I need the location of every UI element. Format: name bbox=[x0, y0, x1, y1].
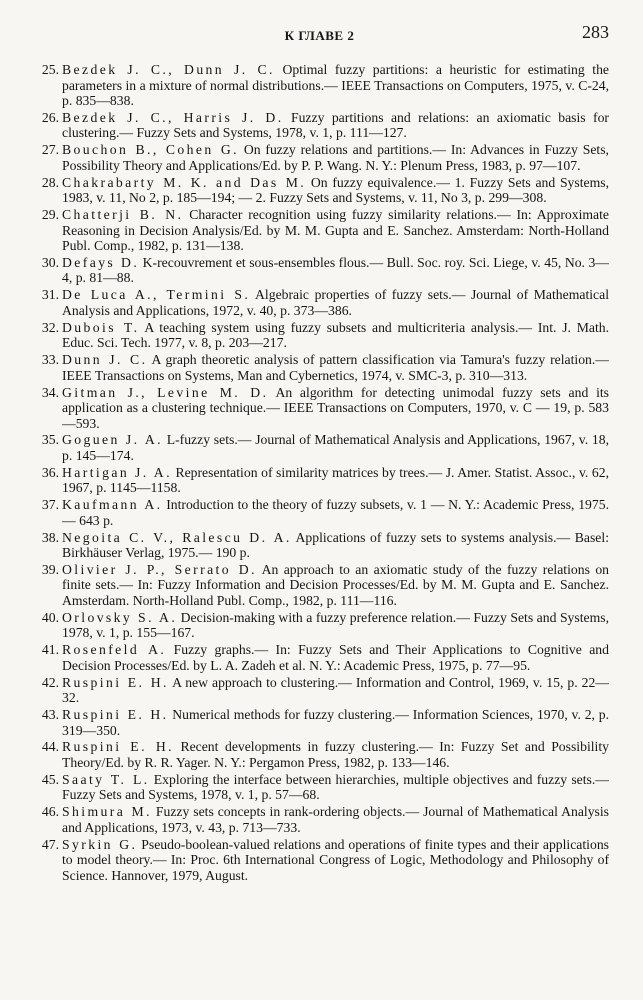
reference-authors: Kaufmann A. bbox=[62, 497, 163, 513]
reference-authors: Bouchon B., Cohen G. bbox=[62, 142, 239, 158]
reference-entry bbox=[30, 739, 609, 770]
reference-text: Decision-making with a fuzzy preference relation.— Fuzzy Sets and Systems, 1978, v. 1, p. 155—167. bbox=[62, 609, 610, 641]
reference-number: 42. bbox=[41, 674, 59, 690]
reference-number: 25. bbox=[41, 62, 59, 77]
reference-list bbox=[30, 62, 609, 883]
reference-number: 35. bbox=[41, 432, 59, 448]
reference-text: K-recouvrement et sous-ensembles flous.— Bull. Soc. roy. Sci. Liege, v. 45, No. 3—4, p. 81—88. bbox=[62, 254, 609, 286]
reference-text: Exploring the interface between hierarchies, multiple objectives and fuzzy sets.— Fuzzy Sets and Systems, 1978, v. 1, p. 57—68. bbox=[62, 771, 609, 803]
reference-text: Algebraic properties of fuzzy sets.— Journal of Mathematical Analysis and Applications, 1972, v. 40, p. 373—386. bbox=[62, 287, 610, 318]
reference-entry bbox=[30, 255, 609, 286]
reference-authors: Dunn J. C. bbox=[62, 352, 148, 368]
reference-text: On fuzzy relations and partitions.— In: Advances in Fuzzy Sets, Possibility Theory and Applications/Ed. by P. P. Wang. N. Y.: Plenum Press, 1983, p. 97—107. bbox=[62, 142, 609, 173]
reference-authors: Orlovsky S. A. bbox=[62, 609, 178, 625]
reference-text: Pseudo-boolean-valued relations and operations of finite types and their applications to model theory.— In: Proc. 6th International Congress of Logic, Methodology and Philosophy of Science. Hannover, 1979, August. bbox=[62, 836, 610, 883]
reference-number: 47. bbox=[41, 836, 59, 852]
reference-authors: Ruspini E. H. bbox=[62, 674, 169, 690]
reference-number: 29. bbox=[41, 207, 59, 223]
reference-entry bbox=[30, 207, 609, 254]
reference-text: Recent developments in fuzzy clustering.— In: Fuzzy Set and Possibility Theory/Ed. by R. R. Yager. N. Y.: Pergamon Press, 1982, p. 133—146. bbox=[62, 739, 609, 770]
reference-entry bbox=[30, 320, 609, 351]
reference-text: Applications of fuzzy sets to systems analysis.— Basel: Birkhäuser Verlag, 1975.— 190 p. bbox=[62, 529, 609, 561]
reference-text: A new approach to clustering.— Information and Control, 1969, v. 15, p. 22—32. bbox=[62, 674, 609, 706]
reference-entry bbox=[30, 642, 609, 673]
reference-text: A teaching system using fuzzy subsets and multicriteria analysis.— Int. J. Math. Educ. Sci. Tech. 1977, v. 8, p. 203—217. bbox=[62, 319, 610, 351]
reference-entry bbox=[30, 175, 609, 206]
reference-entry bbox=[30, 110, 609, 141]
reference-text: Fuzzy sets concepts in rank-ordering objects.— Journal of Mathematical Analysis and Applications, 1973, v. 43, p. 713—733. bbox=[62, 804, 609, 835]
reference-authors: Chakrabarty M. K. and Das M. bbox=[62, 174, 307, 190]
reference-number: 43. bbox=[41, 707, 59, 723]
reference-text: Introduction to the theory of fuzzy subsets, v. 1 — N. Y.: Academic Press, 1975.— 643 p. bbox=[62, 497, 609, 528]
reference-number: 41. bbox=[41, 642, 59, 658]
reference-authors: Negoita C. V., Ralescu D. A. bbox=[62, 529, 292, 545]
reference-authors: Bezdek J. C., Dunn J. C. bbox=[62, 62, 275, 77]
reference-entry bbox=[30, 837, 609, 884]
reference-number: 34. bbox=[41, 384, 59, 400]
reference-number: 39. bbox=[41, 561, 59, 577]
reference-entry bbox=[30, 772, 609, 803]
reference-authors: Ruspini E. H. bbox=[62, 707, 169, 723]
reference-text: Optimal fuzzy partitions: a heuristic for estimating the parameters in a mixture of normal distributions.— IEEE Transactions on Computers, 1975, v. C-24, p. 835—838. bbox=[62, 62, 610, 108]
reference-number: 44. bbox=[41, 739, 59, 755]
reference-entry bbox=[30, 530, 609, 561]
reference-number: 32. bbox=[41, 319, 59, 335]
reference-number: 31. bbox=[41, 287, 59, 303]
reference-entry bbox=[30, 465, 609, 496]
chapter-heading: К ГЛАВЕ 2 bbox=[284, 28, 355, 43]
reference-authors: Rosenfeld A. bbox=[62, 642, 167, 658]
reference-number: 40. bbox=[41, 609, 59, 625]
reference-number: 36. bbox=[41, 464, 59, 480]
reference-authors: Chatterji B. N. bbox=[62, 207, 184, 223]
reference-text: Fuzzy partitions and relations: an axiomatic basis for clustering.— Fuzzy Sets and Systems, 1978, v. 1, p. 111—127. bbox=[62, 109, 609, 141]
reference-text: Numerical methods for fuzzy clustering.— Information Sciences, 1970, v. 2, p. 319—350. bbox=[62, 707, 609, 738]
reference-authors: Dubois T. bbox=[62, 319, 140, 335]
running-head bbox=[30, 22, 609, 62]
reference-text: Representation of similarity matrices by trees.— J. Amer. Statist. Assoc., v. 62, 1967, p. 1145—1158. bbox=[62, 464, 609, 496]
reference-text: L-fuzzy sets.— Journal of Mathematical Analysis and Applications, 1967, v. 18, p. 145—174. bbox=[62, 432, 609, 463]
reference-number: 38. bbox=[41, 529, 59, 545]
reference-number: 30. bbox=[41, 254, 59, 270]
reference-authors: Ruspini E. H. bbox=[62, 739, 174, 755]
reference-entry bbox=[30, 352, 609, 383]
reference-entry bbox=[30, 804, 609, 835]
reference-entry bbox=[30, 385, 609, 432]
reference-number: 45. bbox=[41, 771, 59, 787]
reference-entry bbox=[30, 562, 609, 609]
reference-entry bbox=[30, 287, 609, 318]
reference-authors: Hartigan J. A. bbox=[62, 464, 172, 480]
reference-text: Character recognition using fuzzy similarity relations.— In: Approximate Reasoning in Decision Analysis/Ed. by M. M. Gupta and E. Sanchez. Amsterdam: North-Holland Publ. Comp., 1982, p. 131—138. bbox=[62, 207, 609, 254]
reference-authors: Defays D. bbox=[62, 254, 140, 270]
reference-number: 37. bbox=[41, 497, 59, 513]
reference-number: 28. bbox=[41, 174, 59, 190]
reference-number: 26. bbox=[41, 109, 59, 125]
reference-entry bbox=[30, 62, 609, 109]
reference-number: 33. bbox=[41, 352, 59, 368]
reference-authors: Saaty T. L. bbox=[62, 771, 150, 787]
reference-text: An approach to an axiomatic study of the fuzzy relations on finite sets.— In: Fuzzy Information and Decision Processes/Ed. by M. M. Gupta and E. Sanchez. Amsterdam. North-Holland Publ. Comp., 1982, p. 111—116. bbox=[62, 561, 610, 608]
reference-text: An algorithm for detecting unimodal fuzzy sets and its application as a clustering technique.— IEEE Transactions on Computers, 1970, v. C — 19, p. 583—593. bbox=[62, 384, 609, 431]
reference-entry bbox=[30, 432, 609, 463]
reference-text: Fuzzy graphs.— In: Fuzzy Sets and Their Applications to Cognitive and Decision Processes/Ed. by L. A. Zadeh et al. N. Y.: Academic Press, 1975, p. 77—95. bbox=[62, 642, 609, 673]
reference-number: 27. bbox=[41, 142, 59, 158]
reference-authors: De Luca A., Termini S. bbox=[62, 287, 251, 303]
reference-authors: Shimura M. bbox=[62, 804, 152, 820]
reference-authors: Syrkin G. bbox=[62, 836, 138, 852]
reference-authors: Olivier J. P., Serrato D. bbox=[62, 561, 257, 577]
reference-number: 46. bbox=[41, 804, 59, 820]
reference-authors: Gitman J., Levine M. D. bbox=[62, 384, 269, 400]
reference-entry bbox=[30, 610, 609, 641]
reference-entry bbox=[30, 142, 609, 173]
reference-authors: Goguen J. A. bbox=[62, 432, 163, 448]
reference-entry bbox=[30, 707, 609, 738]
reference-authors: Bezdek J. C., Harris J. D. bbox=[62, 109, 284, 125]
reference-text: A graph theoretic analysis of pattern classification via Tamura's fuzzy relation.— IEEE Transactions on Systems, Man and Cybernetics, 1974, v. SMC-3, p. 310—313. bbox=[62, 352, 609, 383]
page-number: 283 bbox=[582, 22, 609, 42]
reference-text: On fuzzy equivalence.— 1. Fuzzy Sets and Systems, 1983, v. 11, No 2, p. 185—194; — 2. Fuzzy Sets and Systems, v. 11, No 3, p. 299—308. bbox=[62, 174, 610, 206]
reference-entry bbox=[30, 675, 609, 706]
reference-entry bbox=[30, 497, 609, 528]
